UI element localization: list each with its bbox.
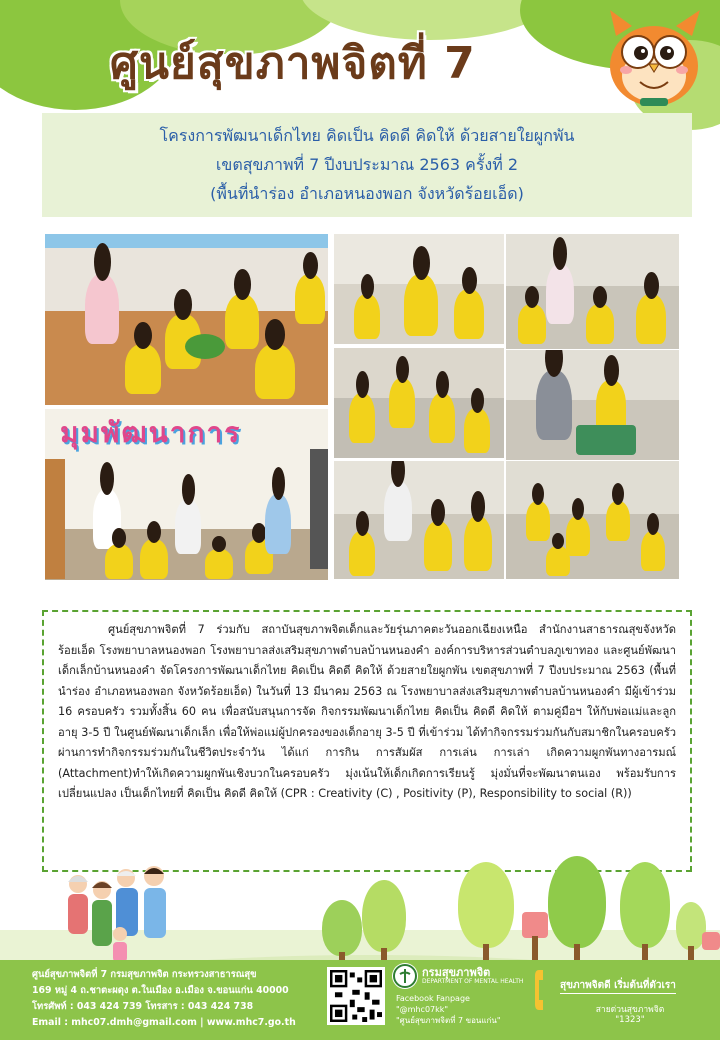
slogan: สุขภาพจิตดี เริ่มต้นที่ตัวเรา [560,978,676,994]
org-name: ศูนย์สุขภาพจิตที่ 7 กรมสุขภาพจิต กระทรวงสาธารณสุข [32,969,257,980]
activity-photo [334,234,504,344]
article-paragraph: ศูนย์สุขภาพจิตที่ 7 ร่วมกับ สถาบันสุขภาพจิตเด็กและวัยรุ่นภาคตะวันออกเฉียงเหนือ สำนักงานสาธารณสุขจังหวัดร้อยเอ็ด โรงพยาบาลหนองพอก โรงพยาบาลส่งเสริมสุขภาพตำบลบ้านหนองคำ องค์การบริหารส่วนตำบลภูเขาทอง และศูนย์พัฒนาเด็กเล็กบ้านหนองคำ จัดโครงการพัฒนาเด็กไทย คิดเป็น คิดดี คิดให้ ด้วยสายใยผูกพัน เขตสุขภาพที่ 7 ปีงบประมาณ 2563 (พื้นที่นำร่อง อำเภอหนองพอก จังหวัดร้อยเอ็ด) ในวันที่ 13 มีนาคม 2563 ณ โรงพยาบาลส่งเสริมสุขภาพตำบลบ้านหนองคำ มีผู้เข้าร่วม 16 ครอบครัว รวมทั้งสิ้น 60 คน เพื่อสนับสนุนการจัด กิจกรรมพัฒนาเด็กไทย คิดเป็น คิดดี คิดให้ ตามคู่มือฯ ให้กับพ่อแม่และลูกอายุ 3-5 ปี ในศูนย์พัฒนาเด็กเล็ก เพื่อให้พ่อแม่ผู้ปกครองของเด็กอายุ 3-5 ปี ที่เข้าร่วม ได้ทำกิจกรรมร่วมกันกับสมาชิกในครอบครัว ผ่านการทำกิจกรรมร่วมกันในชีวิตประจำวัน ได้แก่ การกิน การสัมผัส การเล่น การเล่า เกิดความผูกพันทางอารมณ์ (Attachment)ทำให้เกิดความผูกพันเชิงบวกในครอบครัว มุ่งเน้นให้เด็กเกิดการเรียนรู้ มุ่งมั่นที่จะพัฒนาตนเอง พร้อมรับการเปลี่ยนแปลง เป็นเด็กไทยที่ คิดเป็น คิดดี คิดให้ (CPR : Creativity (C) , Positivity (P), Responsibility to social (R)) [58,623,676,800]
development-corner-sign: มุมพัฒนาการ [60,416,242,449]
owl-mascot-icon [596,6,708,110]
activity-photo [506,350,679,460]
family-illustration-icon [62,862,182,966]
project-title-line: เขตสุขภาพที่ 7 ปีงบประมาณ 2563 ครั้งที่ 2 [215,155,519,174]
facebook-info [396,993,501,1026]
tree-icon [548,856,606,966]
hotline-label: สายด่วนสุขภาพจิต [595,1005,665,1015]
department-logo-icon [392,963,418,989]
organization-contact [32,967,322,1031]
qr-code-icon [327,967,385,1025]
activity-photo [334,461,504,579]
project-title-line: (พื้นที่นำร่อง อำเภอหนองพอก จังหวัดร้อยเอ็ด) [210,184,524,203]
activity-photo [45,409,328,580]
department-name-en: DEPARTMENT OF MENTAL HEALTH [422,978,524,985]
org-address: 169 หมู่ 4 ถ.ชาตะผดุง ต.ในเมือง อ.เมือง จ.ขอนแก่น 40000 [32,985,289,996]
org-phone: โทรศัพท์ : 043 424 739 โทรสาร : 043 424 738 [32,1001,254,1012]
hotline-number: "1323" [615,1015,645,1025]
org-email-web: Email : mhc07.dmh@gmail.com | www.mhc7.go.th [32,1017,296,1028]
project-title-box [42,113,692,217]
article-text-box [42,610,692,872]
page-title: ศูนย์สุขภาพจิตที่ 7 [110,38,476,89]
facebook-page-name: "ศูนย์สุขภาพจิตที่ 7 ขอนแก่น" [396,1016,501,1025]
tree-icon [362,880,406,970]
activity-photo [334,348,504,458]
project-title-line: โครงการพัฒนาเด็กไทย คิดเป็น คิดดี คิดให้ ด้วยสายใยผูกพัน [159,126,575,145]
tree-icon [458,862,514,966]
department-name: กรมสุขภาพจิต [422,966,491,979]
phone-icon [533,968,555,1012]
tree-icon [702,932,720,962]
activity-photo [506,461,679,579]
activity-photo [506,234,679,349]
tree-icon [620,862,670,966]
facebook-handle: "@mhc07kk" [396,1005,449,1014]
activity-photo [45,234,328,405]
tree-icon [522,912,548,960]
facebook-label: Facebook Fanpage [396,994,470,1003]
